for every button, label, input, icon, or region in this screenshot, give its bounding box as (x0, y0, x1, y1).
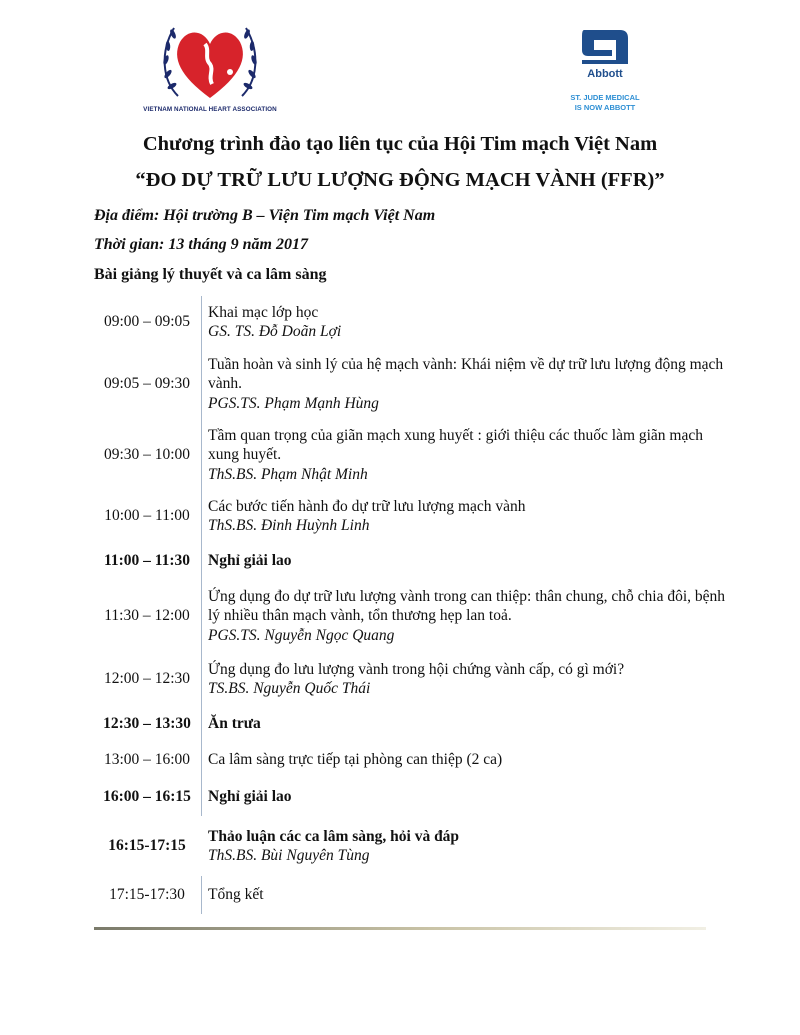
session-content (201, 348, 733, 420)
schedule-row-break (94, 778, 734, 816)
session-topic: Tổng kết (208, 886, 264, 904)
session-topic: Ứng dụng đo dự trữ lưu lượng vành trong can thiệp: thân chung, chỗ chia đôi, bệnh lý nhiều thân mạch vành, tổn thương hẹp lan toả. (208, 587, 726, 625)
session-topic: Tuần hoàn và sinh lý của hệ mạch vành: Khái niệm về dự trữ lưu lượng động mạch vành. (208, 355, 724, 393)
session-content (201, 296, 733, 348)
session-speaker: PGS.TS. Phạm Mạnh Hùng (208, 394, 379, 412)
session-speaker: GS. TS. Đỗ Doãn Lợi (208, 323, 342, 340)
session-content (201, 742, 733, 778)
section-heading: Bài giảng lý thuyết và ca lâm sàng (94, 266, 327, 283)
schedule-row (94, 876, 734, 914)
vnha-logo (140, 14, 280, 118)
sjm-tagline-2: IS NOW ABBOTT (574, 103, 636, 112)
session-time: 17:15-17:30 (109, 886, 185, 903)
session-time: 09:00 – 09:05 (103, 313, 191, 330)
session-time: 12:00 – 12:30 (103, 670, 191, 687)
abbott-brand-name: Abbott (587, 68, 623, 80)
sjm-tagline-1: ST. JUDE MEDICAL (570, 93, 640, 102)
abbott-mark-icon (576, 26, 634, 66)
session-speaker: TS.BS. Nguyễn Quốc Thái (208, 680, 371, 697)
schedule-row (94, 348, 734, 420)
session-topic: Khai mạc lớp học (208, 303, 319, 321)
session-time: 13:00 – 16:00 (103, 751, 191, 768)
session-time: 11:30 – 12:00 (104, 607, 190, 624)
session-topic: Các bước tiến hành đo dự trữ lưu lượng mạch vành (208, 497, 526, 515)
session-time: 12:30 – 13:30 (103, 715, 191, 732)
event-location: Địa điểm: Hội trường B – Viện Tim mạch Việt Nam (94, 207, 436, 224)
session-speaker: ThS.BS. Đinh Huỳnh Linh (208, 517, 370, 534)
session-content (201, 490, 733, 542)
schedule-row-break (94, 542, 734, 580)
session-content (201, 420, 733, 490)
session-speaker: ThS.BS. Bùi Nguyên Tùng (208, 847, 370, 864)
session-content (201, 542, 733, 580)
session-topic: Ứng dụng đo lưu lượng vành trong hội chứng vành cấp, có gì mới? (208, 660, 625, 678)
schedule-row (94, 742, 734, 778)
program-title: Chương trình đào tạo liên tục của Hội Tim mạch Việt Nam (142, 133, 658, 155)
schedule-row (94, 652, 734, 706)
session-time: 11:00 – 11:30 (103, 552, 191, 569)
schedule-row (94, 490, 734, 542)
session-content (201, 778, 733, 816)
session-time: 16:00 – 16:15 (103, 788, 191, 805)
session-content (201, 580, 733, 652)
event-date: Thời gian: 13 tháng 9 năm 2017 (94, 236, 308, 253)
session-topic: Nghỉ giải lao (208, 788, 292, 806)
session-time: 09:30 – 10:00 (103, 446, 191, 463)
session-topic: Nghỉ giải lao (208, 552, 292, 570)
session-content (201, 816, 733, 876)
vnha-org-name: VIETNAM NATIONAL HEART ASSOCIATION (143, 106, 277, 113)
session-content (201, 876, 733, 914)
session-topic: Ăn trưa (208, 715, 261, 733)
session-time: 09:05 – 09:30 (103, 375, 191, 392)
session-speaker: ThS.BS. Phạm Nhật Minh (208, 465, 368, 483)
session-time: 16:15-17:15 (108, 837, 186, 854)
footer-divider (94, 927, 706, 930)
session-topic: Thảo luận các ca lâm sàng, hỏi và đáp (208, 827, 460, 845)
abbott-logo (550, 26, 660, 110)
schedule-row-break (94, 706, 734, 742)
session-time: 10:00 – 11:00 (104, 507, 190, 524)
schedule-row (94, 420, 734, 490)
course-title: “ĐO DỰ TRỮ LƯU LƯỢNG ĐỘNG MẠCH VÀNH (FFR)” (135, 169, 665, 191)
session-speaker: PGS.TS. Nguyễn Ngọc Quang (208, 626, 395, 644)
schedule-row (94, 296, 734, 348)
schedule-row (94, 580, 734, 652)
session-topic: Ca lâm sàng trực tiếp tại phòng can thiệp (2 ca) (208, 751, 503, 769)
session-topic: Tầm quan trọng của giãn mạch xung huyết : giới thiệu các thuốc làm giãn mạch xung huyết. (208, 426, 704, 464)
schedule-table (94, 296, 734, 914)
session-content (201, 706, 733, 742)
session-content (201, 652, 733, 706)
heart-laurel-icon (158, 14, 262, 106)
schedule-row-discussion (94, 816, 734, 876)
